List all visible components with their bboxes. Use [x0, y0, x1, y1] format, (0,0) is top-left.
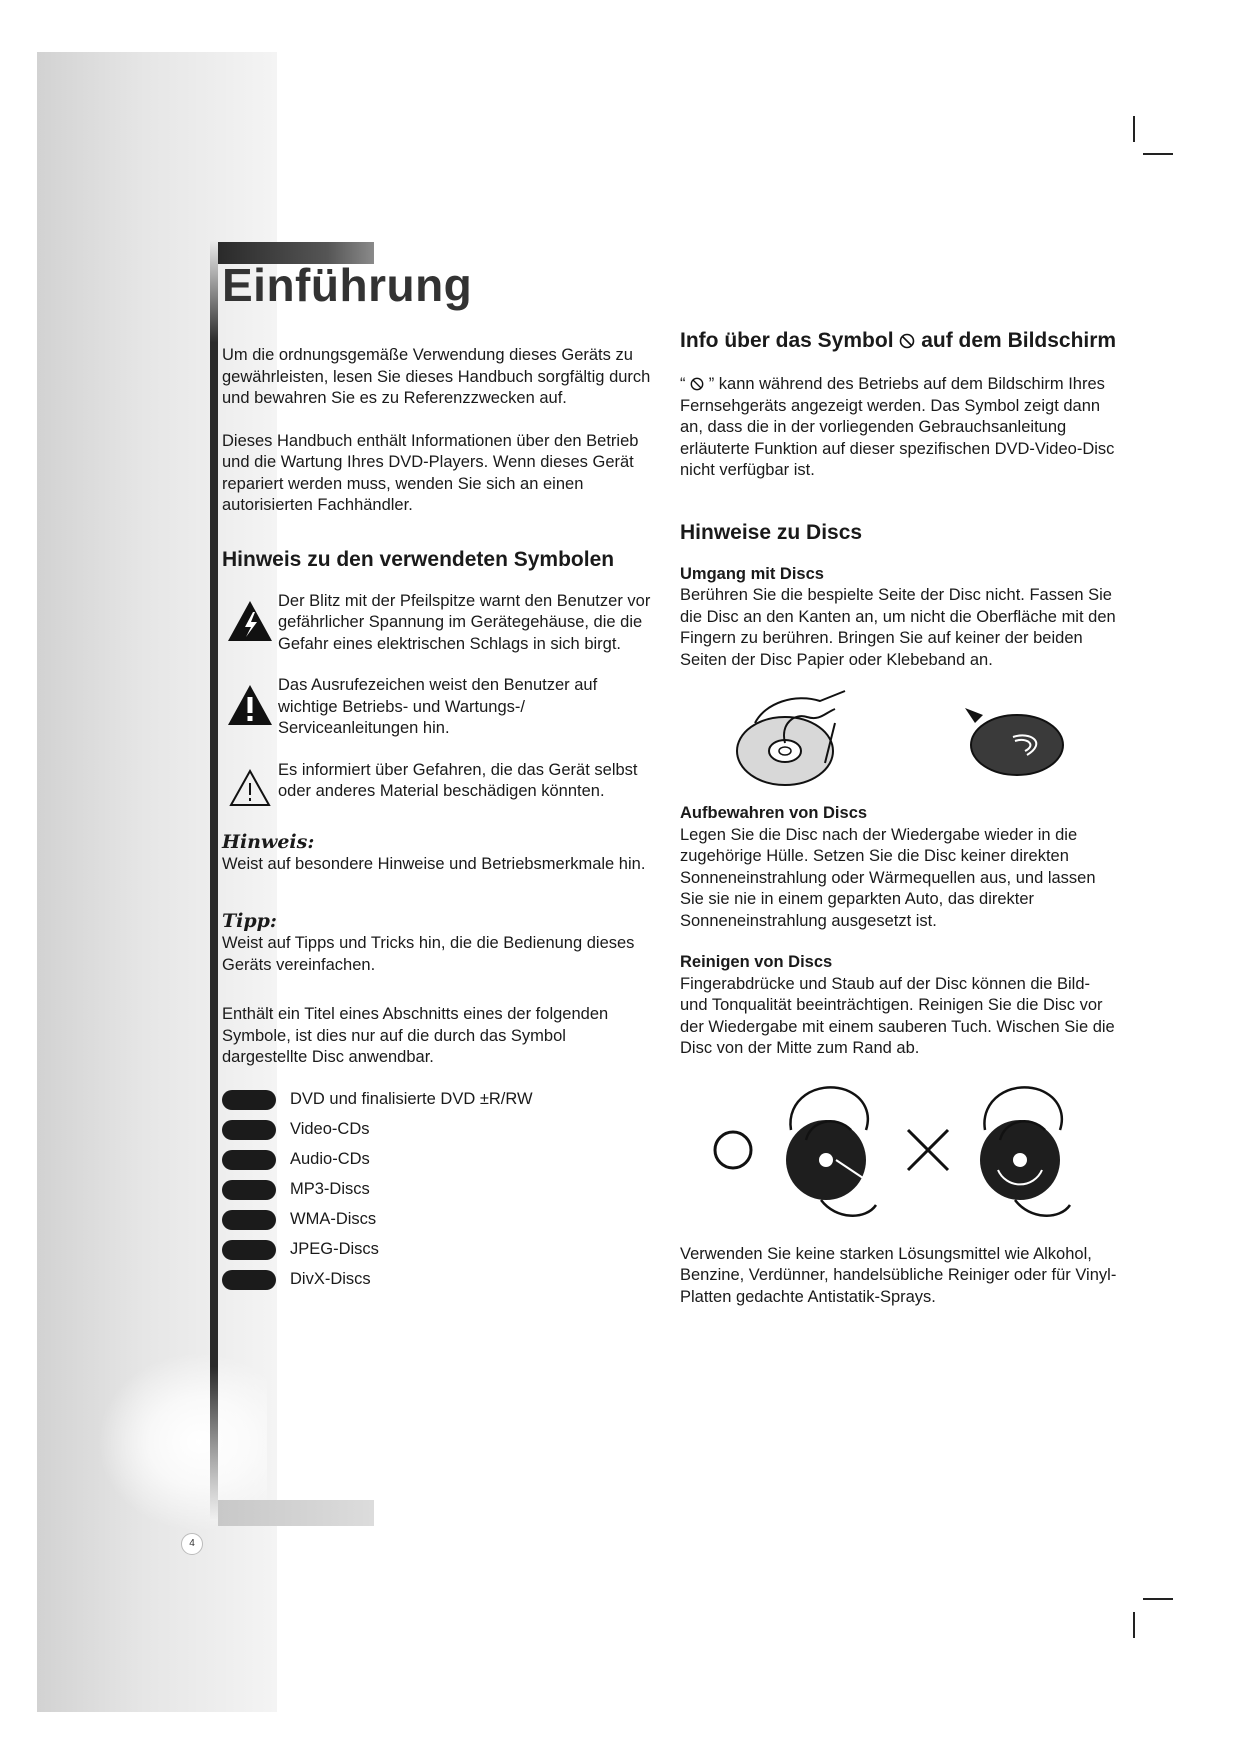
- note-label: Hinweis:: [222, 830, 315, 853]
- tip-label: Tipp:: [222, 910, 277, 932]
- disc-type-label: Audio-CDs: [290, 1149, 370, 1168]
- tip-text: Weist auf Tipps und Tricks hin, die die Bedienung dieses Geräts vereinfachen.: [222, 934, 635, 974]
- prohibited-icon: [899, 333, 915, 349]
- disc-type-label: MP3-Discs: [290, 1179, 370, 1198]
- discs-heading: Hinweise zu Discs: [680, 520, 863, 544]
- disc-type-label: JPEG-Discs: [290, 1239, 379, 1258]
- handling-text: Berühren Sie die bespielte Seite der Disc nicht. Fassen Sie die Disc an den Kanten an, um nicht die Oberfläche mit den Fingern zu berühren. Bringen Sie auf keiner der beiden Seiten der Disc Papier oder Klebeband an.: [680, 586, 1116, 669]
- page-title: Einführung: [222, 259, 473, 311]
- cleaning-illustration: [680, 1070, 1120, 1230]
- list-item: [222, 1205, 652, 1235]
- list-item: [222, 1235, 652, 1265]
- prohibited-icon: [690, 377, 704, 391]
- symbol-description: Es informiert über Gefahren, die das Gerät selbst oder anderes Material beschädigen könnten.: [278, 760, 638, 800]
- heading-text: Info über das Symbol: [680, 329, 894, 352]
- symbol-row: [222, 760, 652, 808]
- crop-mark-top-h: [1143, 153, 1173, 155]
- right-column: [680, 328, 1120, 1329]
- list-item: [222, 1145, 652, 1175]
- symbols-heading: Hinweis zu den verwendeten Symbolen: [222, 547, 615, 571]
- crop-mark-bottom-v: [1133, 1612, 1135, 1638]
- disc-badge-icon: [222, 1150, 276, 1170]
- bottom-accent-bar: [218, 1500, 374, 1526]
- heading-text: auf dem Bildschirm: [921, 329, 1117, 352]
- disc-type-label: WMA-Discs: [290, 1209, 377, 1228]
- list-item: [222, 1115, 652, 1145]
- left-column: [222, 345, 652, 1295]
- cleaning-text: Fingerabdrücke und Staub auf der Disc können die Bild- und Tonqualität beeinträchtigen. Reinigen Sie die Disc vor der Wiedergabe mit einem sauberen Tuch. Wischen Sie die Disc von der Mitte zum Rand ab.: [680, 974, 1115, 1057]
- disc-type-label: Video-CDs: [290, 1119, 370, 1138]
- solvent-warning-text: Verwenden Sie keine starken Lösungsmittel wie Alkohol, Benzine, Verdünner, handelsübliche Reiniger oder für Vinyl-Platten gedachte Antistatik-Sprays.: [680, 1244, 1117, 1306]
- page-number-badge: 4: [181, 1533, 203, 1555]
- handling-heading: Umgang mit Discs: [680, 564, 824, 583]
- correct-circle-icon: [708, 1125, 758, 1175]
- exclamation-warning-icon: [226, 683, 274, 727]
- disc-with-tape-illustration: [955, 693, 1075, 783]
- disc-held-by-edge-illustration: [725, 683, 865, 793]
- wipe-center-to-edge-illustration: [766, 1070, 886, 1230]
- wipe-circular-illustration: [960, 1070, 1080, 1230]
- disc-badge-icon: [222, 1180, 276, 1200]
- note-text: Weist auf besondere Hinweise und Betriebsmerkmale hin.: [222, 854, 646, 873]
- vertical-rule: [210, 240, 218, 1520]
- section-intro: Enthält ein Titel eines Abschnitts eines der folgenden Symbole, ist dies nur auf die durch das Symbol dargestellte Disc anwendbar.: [222, 1005, 609, 1066]
- list-item: [222, 1085, 652, 1115]
- symbol-info-body: ” kann während des Betriebs auf dem Bildschirm Ihres Fernsehgeräts angezeigt werden. Das Symbol zeigt dann an, dass die in der vorliegenden Gebrauchsanleitung erläuterte Funktion auf dieser spezifischen DVD-Video-Disc nicht verfügbar ist.: [680, 375, 1115, 479]
- crop-mark-bottom-h: [1143, 1598, 1173, 1600]
- lightning-warning-icon: [226, 599, 274, 643]
- symbol-description: Der Blitz mit der Pfeilspitze warnt den Benutzer vor gefährlicher Spannung im Gerätegehäuse, die die Gefahr eines elektrischen Schlags in sich birgt.: [278, 591, 651, 653]
- disc-badge-icon: [222, 1090, 276, 1110]
- handling-illustration: [680, 683, 1120, 793]
- disc-badge-icon: [222, 1240, 276, 1260]
- symbol-row: [222, 675, 652, 740]
- list-item: [222, 1175, 652, 1205]
- symbol-description: Das Ausrufezeichen weist den Benutzer auf wichtige Betriebs- und Wartungs-/ Serviceanleitungen hin.: [278, 676, 598, 737]
- disc-type-label: DVD und finalisierte DVD ±R/RW: [290, 1089, 533, 1108]
- disc-badge-icon: [222, 1210, 276, 1230]
- storage-heading: Aufbewahren von Discs: [680, 804, 868, 822]
- disc-type-list: [222, 1085, 652, 1295]
- cleaning-heading: Reinigen von Discs: [680, 953, 833, 971]
- crop-mark-top-v: [1133, 116, 1135, 142]
- storage-text: Legen Sie die Disc nach der Wiedergabe wieder in die zugehörige Hülle. Setzen Sie die Disc keiner direkten Sonneneinstrahlung oder Wärmequellen aus, und lassen Sie sie nie in einem geparkten Auto, das direkter Sonneneinstrahlung ausgesetzt ist.: [680, 825, 1096, 930]
- incorrect-x-icon: [900, 1122, 956, 1178]
- symbol-info-heading: [680, 328, 1120, 354]
- list-item: [222, 1265, 652, 1295]
- disc-type-label: DivX-Discs: [290, 1269, 371, 1288]
- caution-outline-icon: [228, 768, 272, 808]
- intro-paragraph-2: Dieses Handbuch enthält Informationen über den Betrieb und die Wartung Ihres DVD-Players. Wenn dieses Gerät repariert werden muss, wenden Sie sich an einen autorisierten Fachhändler.: [222, 431, 639, 514]
- intro-paragraph-1: Um die ordnungsgemäße Verwendung dieses Geräts zu gewährleisten, lesen Sie dieses Handbuch sorgfältig durch und bewahren Sie es zu Referenzzwecken auf.: [222, 346, 651, 407]
- disc-badge-icon: [222, 1270, 276, 1290]
- symbol-row: [222, 591, 652, 656]
- quote-open: “: [680, 375, 686, 393]
- symbol-info-text: [680, 374, 1120, 482]
- disc-badge-icon: [222, 1120, 276, 1140]
